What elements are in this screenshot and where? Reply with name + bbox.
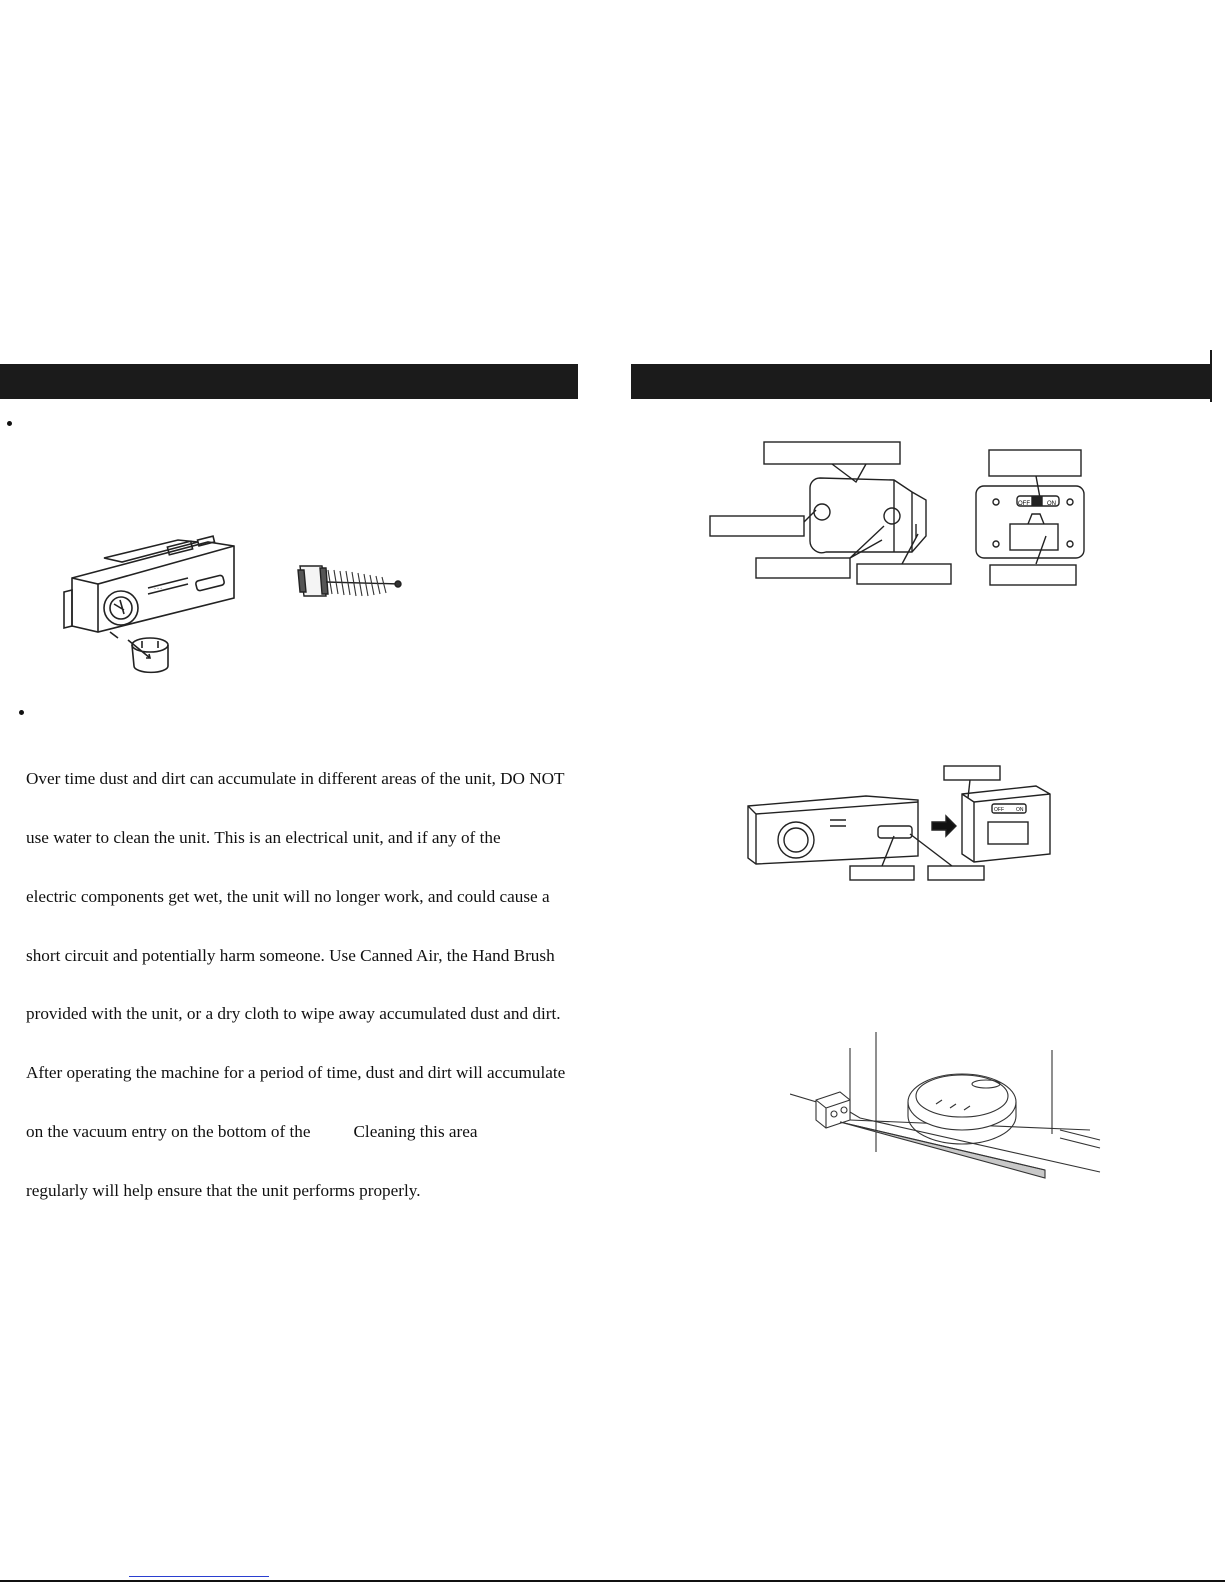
virtual-wall-beam-diagram <box>790 1030 1110 1180</box>
hand-brush-illustration <box>292 556 408 606</box>
right-section-header-bar <box>631 364 1211 399</box>
page-edge-mark <box>1210 350 1212 402</box>
paragraph-line: After operating the machine for a period of time, dust and dirt will accumulate <box>26 1063 566 1083</box>
paragraph-line: regularly will help ensure that the unit performs properly. <box>26 1180 421 1200</box>
callout-box <box>710 516 804 536</box>
bullet-dot <box>7 421 12 426</box>
switch-off-label: OFF <box>1018 501 1030 507</box>
robot-underside-illustration <box>58 528 248 674</box>
callout-box <box>857 564 951 584</box>
paragraph-line: use water to clean the unit. This is an electrical unit, and if any of the <box>26 827 501 847</box>
paragraph-line: on the vacuum entry on the bottom of the Cleaning this area <box>26 1121 478 1141</box>
switch-on-label: ON <box>1016 807 1024 813</box>
paragraph-line: electric components get wet, the unit will no longer work, and could cause a <box>26 886 550 906</box>
callout-box <box>990 565 1076 585</box>
footer-rule <box>0 1580 1225 1582</box>
virtual-wall-parts-diagram <box>706 440 1096 590</box>
callout-box <box>944 766 1000 780</box>
callout-box <box>989 450 1081 476</box>
switch-on-label: ON <box>1047 501 1056 507</box>
paragraph-line: Over time dust and dirt can accumulate in different areas of the unit, DO NOT <box>26 769 565 789</box>
left-section-header-bar <box>0 364 578 399</box>
bullet-dot <box>19 710 24 715</box>
callout-box <box>764 442 900 464</box>
switch-off-label: OFF <box>994 807 1004 813</box>
callout-box <box>928 866 984 880</box>
footer-link-underline <box>129 1576 269 1577</box>
switch-installation-diagram <box>746 764 1062 882</box>
cleaning-instructions-paragraph <box>26 730 586 1220</box>
paragraph-line: provided with the unit, or a dry cloth to wipe away accumulated dust and dirt. <box>26 1004 561 1024</box>
callout-box <box>850 866 914 880</box>
callout-box <box>756 558 850 578</box>
paragraph-line: short circuit and potentially harm someone. Use Canned Air, the Hand Brush <box>26 945 555 965</box>
svg-text:◦ ◦ ◦: ◦ ◦ ◦ <box>154 586 163 592</box>
